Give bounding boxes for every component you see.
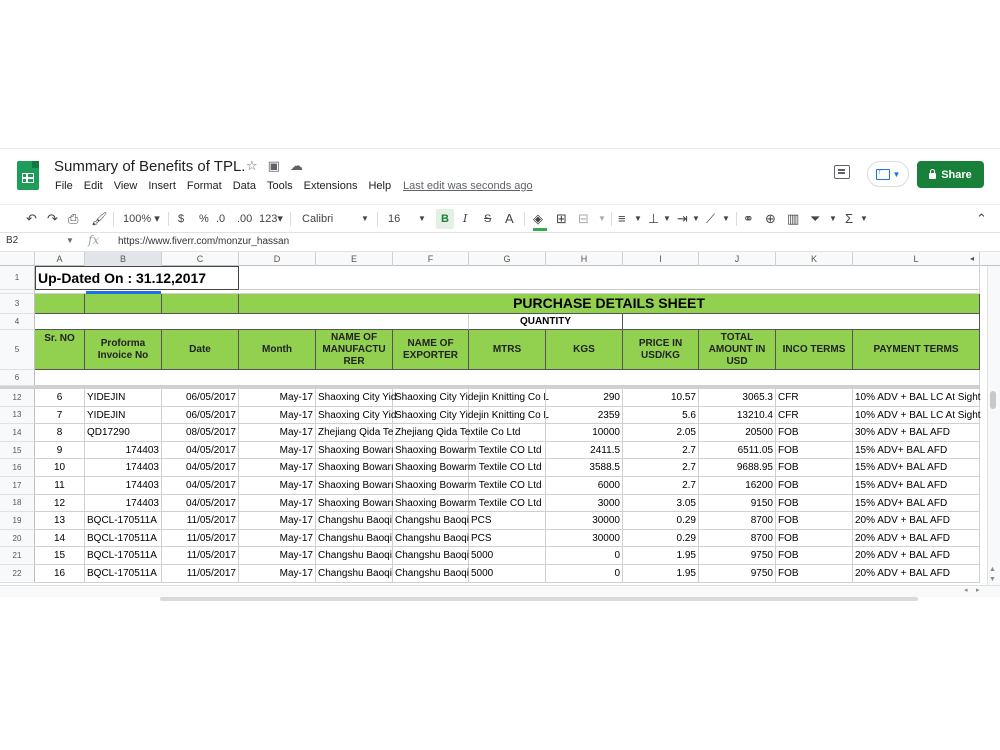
merge-cells-icon[interactable]: ⊟ [578, 211, 589, 226]
cell-proforma[interactable]: BQCL-170511A [85, 530, 162, 548]
cell-month[interactable]: May-17 [239, 389, 316, 407]
cell-payment[interactable]: 20% ADV + BAL AFD [853, 512, 980, 530]
row-header[interactable]: 16 [0, 459, 35, 477]
app-header [0, 149, 1000, 201]
font-size-select[interactable]: 16 [388, 213, 401, 225]
cell-kgs[interactable]: 30000 [546, 512, 623, 530]
cell-date[interactable]: 11/05/2017 [162, 530, 239, 548]
cell-exporter[interactable]: Shaoxing Bowarm Textile CO Ltd [393, 442, 469, 460]
cell-manufacturer[interactable]: Shaoxing City Yid [316, 389, 393, 407]
cell-mtrs[interactable] [469, 477, 546, 495]
cell-proforma[interactable]: 174403 [85, 459, 162, 477]
cell-inco[interactable]: FOB [776, 565, 853, 583]
column-header-bar [0, 252, 1000, 266]
horizontal-scroll-thumb[interactable] [160, 597, 918, 601]
cell-date[interactable]: 04/05/2017 [162, 495, 239, 513]
zoom-select[interactable]: 100% ▾ [123, 213, 160, 225]
borders-icon[interactable]: ⊞ [556, 211, 567, 226]
cell-proforma[interactable]: QD17290 [85, 424, 162, 442]
cell-payment[interactable]: 20% ADV + BAL AFD [853, 565, 980, 583]
empty-cell[interactable] [35, 314, 469, 330]
row-header[interactable]: 22 [0, 565, 35, 583]
header-sr-no[interactable]: Sr. NO [35, 330, 85, 370]
quantity-group-header[interactable]: QUANTITY [469, 314, 623, 330]
cell-manufacturer[interactable]: Shaoxing City Yid [316, 407, 393, 425]
row-header[interactable]: 6 [0, 370, 35, 386]
cell-payment[interactable]: 30% ADV + BAL AFD [853, 424, 980, 442]
cell-sr-no[interactable]: 6 [35, 389, 85, 407]
cell-inco[interactable]: CFR [776, 389, 853, 407]
cell-date[interactable]: 06/05/2017 [162, 389, 239, 407]
cell-date[interactable]: 04/05/2017 [162, 442, 239, 460]
row-header[interactable]: 18 [0, 495, 35, 513]
cell-inco[interactable]: FOB [776, 530, 853, 548]
cell-mtrs[interactable]: PCS [469, 512, 546, 530]
present-icon [876, 169, 890, 180]
header-total-amount[interactable]: TOTAL AMOUNT IN USD [699, 330, 776, 370]
vertical-align-icon[interactable]: ⊥ [648, 211, 660, 226]
cell-sr-no[interactable]: 12 [35, 495, 85, 513]
toolbar-divider [736, 212, 737, 226]
row-header[interactable]: 14 [0, 424, 35, 442]
cell-date[interactable]: 04/05/2017 [162, 477, 239, 495]
horizontal-align-icon[interactable]: ≡ [618, 211, 626, 226]
chevron-down-icon[interactable]: ▼ [66, 236, 74, 245]
text-rotation-icon[interactable]: ⟋ [706, 211, 716, 226]
menu-help[interactable]: Help [368, 180, 392, 192]
header-month[interactable]: Month [239, 330, 316, 370]
cell-manufacturer[interactable]: Changshu Baoqi [316, 565, 393, 583]
cell-proforma[interactable]: 174403 [85, 477, 162, 495]
document-title[interactable]: Summary of Benefits of TPL. [54, 158, 246, 175]
title-icons [246, 158, 303, 174]
fx-icon: fx [88, 233, 100, 247]
cell-inco[interactable]: FOB [776, 442, 853, 460]
empty-cell[interactable] [239, 266, 980, 290]
cell-payment[interactable]: 15% ADV+ BAL AFD [853, 442, 980, 460]
cell-mtrs[interactable]: PCS [469, 530, 546, 548]
cell-sr-no[interactable]: 9 [35, 442, 85, 460]
header-fill-cell[interactable] [35, 294, 85, 314]
menu-tools[interactable]: Tools [266, 180, 293, 192]
strikethrough-button[interactable]: S [484, 213, 492, 225]
menu-extensions[interactable]: Extensions [303, 180, 358, 192]
cell-date[interactable]: 06/05/2017 [162, 407, 239, 425]
cell-manufacturer[interactable]: Changshu Baoqi [316, 547, 393, 565]
vertical-scrollbar[interactable] [987, 266, 1000, 591]
chevron-down-icon: ▼ [892, 169, 901, 179]
fill-color-swatch [533, 228, 547, 231]
zoom-value: 100% [123, 213, 152, 225]
row-header[interactable]: 21 [0, 547, 35, 565]
row-header[interactable]: 15 [0, 442, 35, 460]
toolbar-divider [524, 212, 525, 226]
row-header[interactable]: 1 [0, 266, 35, 290]
cell-month[interactable]: May-17 [239, 442, 316, 460]
header-fill-cell[interactable] [162, 294, 239, 314]
row-header[interactable]: 3 [0, 294, 35, 314]
cell-payment[interactable]: 15% ADV+ BAL AFD [853, 495, 980, 513]
cell-mtrs[interactable]: 5000 [469, 547, 546, 565]
insert-link-icon[interactable]: ⚭ [743, 211, 754, 226]
chevron-down-icon[interactable]: ▼ [722, 214, 730, 223]
cell-sr-no[interactable]: 7 [35, 407, 85, 425]
cell-price[interactable]: 1.95 [623, 547, 699, 565]
cell-exporter[interactable]: Shaoxing Bowarm Textile CO Ltd [393, 477, 469, 495]
cell-total[interactable]: 8700 [699, 512, 776, 530]
cell-exporter[interactable]: Shaoxing Bowarm Textile CO Ltd [393, 459, 469, 477]
header-fill-cell[interactable] [85, 294, 162, 314]
cell-price[interactable]: 10.57 [623, 389, 699, 407]
cell-price[interactable]: 2.05 [623, 424, 699, 442]
cell-price[interactable]: 0.29 [623, 530, 699, 548]
cell-month[interactable]: May-17 [239, 407, 316, 425]
toolbar-divider [611, 212, 612, 226]
cell-price[interactable]: 2.7 [623, 459, 699, 477]
select-all-corner[interactable] [0, 252, 35, 266]
menu-view[interactable]: View [113, 180, 138, 192]
menu-format[interactable]: Format [186, 180, 222, 192]
cell-proforma[interactable]: BQCL-170511A [85, 565, 162, 583]
cell-month[interactable]: May-17 [239, 424, 316, 442]
row-header[interactable]: 19 [0, 512, 35, 530]
star-icon[interactable]: ☆ [246, 158, 258, 173]
toolbar-divider [113, 212, 114, 226]
cell-inco[interactable]: FOB [776, 512, 853, 530]
cell-inco[interactable]: FOB [776, 424, 853, 442]
insert-chart-icon[interactable]: ▥ [787, 211, 800, 226]
column-header-d[interactable]: D [239, 252, 316, 266]
cell-total[interactable]: 9150 [699, 495, 776, 513]
cell-inco[interactable]: FOB [776, 477, 853, 495]
cell-month[interactable]: May-17 [239, 477, 316, 495]
cell-sr-no[interactable]: 14 [35, 530, 85, 548]
menu-insert[interactable]: Insert [148, 180, 176, 192]
cell-date[interactable]: 11/05/2017 [162, 547, 239, 565]
formula-bar [0, 232, 1000, 252]
column-header-b[interactable]: B [85, 252, 162, 266]
paint-format-icon[interactable]: 🖌 [91, 211, 108, 226]
cell-date[interactable]: 11/05/2017 [162, 565, 239, 583]
cell-manufacturer[interactable]: Changshu Baoqi [316, 512, 393, 530]
cell-kgs[interactable]: 0 [546, 547, 623, 565]
updated-date-cell[interactable]: Up-Dated On : 31.12,2017 [35, 266, 239, 290]
cell-total[interactable]: 9750 [699, 547, 776, 565]
cell-total[interactable]: 8700 [699, 530, 776, 548]
present-button[interactable] [867, 161, 909, 187]
cell-price[interactable]: 2.7 [623, 442, 699, 460]
cell-mtrs[interactable] [469, 459, 546, 477]
horizontal-scrollbar[interactable] [0, 585, 1000, 597]
header-mtrs[interactable]: MTRS [469, 330, 546, 370]
chevron-left-icon[interactable]: ◂ [970, 254, 975, 263]
redo-icon[interactable]: ↷ [47, 211, 58, 226]
menu-bar [54, 180, 392, 192]
header-inco-terms[interactable]: INCO TERMS [776, 330, 853, 370]
cell-kgs[interactable]: 3588.5 [546, 459, 623, 477]
cell-payment[interactable]: 10% ADV + BAL LC At Sight [853, 407, 980, 425]
cell-total[interactable]: 9750 [699, 565, 776, 583]
cell-total[interactable]: 16200 [699, 477, 776, 495]
spreadsheet-app [0, 148, 1000, 600]
cell-kgs[interactable]: 6000 [546, 477, 623, 495]
cell-mtrs[interactable] [469, 442, 546, 460]
chevron-down-icon[interactable]: ▼ [634, 214, 642, 223]
cell-inco[interactable]: CFR [776, 407, 853, 425]
cell-manufacturer[interactable]: Shaoxing Bowarı [316, 442, 393, 460]
chevron-down-icon[interactable]: ▼ [829, 214, 837, 223]
column-header-k[interactable]: K [776, 252, 853, 266]
cell-date[interactable]: 08/05/2017 [162, 424, 239, 442]
cell-proforma[interactable]: YIDEJIN [85, 407, 162, 425]
cell-kgs[interactable]: 2359 [546, 407, 623, 425]
cell-month[interactable]: May-17 [239, 547, 316, 565]
text-color-button[interactable]: A [505, 211, 514, 226]
last-edit-link[interactable]: Last edit was seconds ago [403, 180, 533, 192]
cell-total[interactable]: 6511.05 [699, 442, 776, 460]
increase-decimal-button[interactable]: .00 [237, 213, 253, 225]
cell-total[interactable]: 13210.4 [699, 407, 776, 425]
formula-input[interactable]: https://www.fiverr.com/monzur_hassan [118, 236, 290, 247]
cell-date[interactable]: 11/05/2017 [162, 512, 239, 530]
cell-kgs[interactable]: 2411.5 [546, 442, 623, 460]
cell-manufacturer[interactable]: Changshu Baoqi [316, 530, 393, 548]
cell-mtrs[interactable] [469, 407, 546, 425]
menu-edit[interactable]: Edit [83, 180, 103, 192]
comment-history-icon[interactable] [834, 165, 850, 179]
header-kgs[interactable]: KGS [546, 330, 623, 370]
column-header-i[interactable]: I [623, 252, 699, 266]
column-header-a[interactable]: A [35, 252, 85, 266]
chevron-down-icon[interactable]: ▼ [860, 214, 868, 223]
cell-exporter[interactable]: Changshu Baoqi [393, 512, 469, 530]
chevron-down-icon[interactable]: ▼ [663, 214, 671, 223]
functions-button[interactable]: Σ [845, 211, 854, 226]
cell-proforma[interactable]: BQCL-170511A [85, 547, 162, 565]
cell-sr-no[interactable]: 13 [35, 512, 85, 530]
row-header[interactable]: 12 [0, 389, 35, 407]
row-header[interactable]: 4 [0, 314, 35, 330]
cell-mtrs[interactable] [469, 389, 546, 407]
cell-proforma[interactable]: BQCL-170511A [85, 512, 162, 530]
cell-kgs[interactable]: 10000 [546, 424, 623, 442]
chevron-down-icon[interactable]: ▼ [418, 214, 426, 223]
cell-month[interactable]: May-17 [239, 530, 316, 548]
cell-total[interactable]: 3065.3 [699, 389, 776, 407]
cell-exporter[interactable]: Shaoxing City Yidejin Knitting Co L [393, 407, 469, 425]
header-exporter[interactable]: NAME OF EXPORTER [393, 330, 469, 370]
cell-manufacturer[interactable]: Zhejiang Qida Te [316, 424, 393, 442]
cell-inco[interactable]: FOB [776, 495, 853, 513]
decrease-decimal-button[interactable]: .0 [216, 213, 226, 225]
toolbar [0, 204, 1000, 232]
cell-kgs[interactable]: 290 [546, 389, 623, 407]
cell-exporter[interactable]: Zhejiang Qida Textile Co Ltd [393, 424, 469, 442]
column-header-e[interactable]: E [316, 252, 393, 266]
cell-manufacturer[interactable]: Shaoxing Bowarı [316, 495, 393, 513]
font-family-select[interactable]: Calibri [302, 213, 334, 225]
cell-payment[interactable]: 20% ADV + BAL AFD [853, 530, 980, 548]
text-wrap-icon[interactable]: ⇥ [677, 211, 688, 226]
column-header-c[interactable]: C [162, 252, 239, 266]
filter-icon[interactable]: ⏷ [810, 211, 821, 226]
bold-button[interactable]: B [441, 213, 449, 225]
header-price[interactable]: PRICE IN USD/KG [623, 330, 699, 370]
undo-icon[interactable]: ↶ [26, 211, 37, 226]
cell-total[interactable]: 9688.95 [699, 459, 776, 477]
cell-mtrs[interactable]: 5000 [469, 565, 546, 583]
header-manufacturer[interactable]: NAME OF MANUFACTU RER [316, 330, 393, 370]
more-formats-button[interactable]: 123▾ [259, 213, 283, 225]
header-payment-terms[interactable]: PAYMENT TERMS [853, 330, 980, 370]
cell-proforma[interactable]: YIDEJIN [85, 389, 162, 407]
cell-payment[interactable]: 15% ADV+ BAL AFD [853, 477, 980, 495]
move-folder-icon[interactable]: ▣ [267, 158, 280, 173]
column-header-l[interactable]: L [853, 252, 980, 266]
print-icon[interactable]: ⎙ [68, 211, 79, 226]
cell-price[interactable]: 5.6 [623, 407, 699, 425]
cell-sr-no[interactable]: 8 [35, 424, 85, 442]
share-button[interactable] [917, 161, 984, 188]
insert-comment-icon[interactable]: ⊕ [765, 211, 776, 226]
row-header[interactable]: 5 [0, 330, 35, 370]
share-label: Share [941, 168, 972, 181]
row-header[interactable]: 17 [0, 477, 35, 495]
cell-sr-no[interactable]: 11 [35, 477, 85, 495]
scroll-up-arrow-icon[interactable]: ▲ [989, 566, 996, 573]
column-header-f[interactable]: F [393, 252, 469, 266]
cell-total[interactable]: 20500 [699, 424, 776, 442]
cell-kgs[interactable]: 0 [546, 565, 623, 583]
cell-exporter[interactable]: Changshu Baoqi [393, 565, 469, 583]
row-header[interactable]: 13 [0, 407, 35, 425]
chevron-down-icon[interactable]: ▼ [598, 214, 606, 223]
cell-payment[interactable]: 10% ADV + BAL LC At Sight [853, 389, 980, 407]
cell-manufacturer[interactable]: Shaoxing Bowarı [316, 477, 393, 495]
collapse-toolbar-icon[interactable]: ⌃ [976, 211, 987, 226]
cell-exporter[interactable]: Changshu Baoqi [393, 530, 469, 548]
more-formats-label: 123 [259, 213, 278, 225]
italic-button[interactable]: I [463, 212, 468, 225]
cell-sr-no[interactable]: 16 [35, 565, 85, 583]
cell-month[interactable]: May-17 [239, 565, 316, 583]
cell-inco[interactable]: FOB [776, 547, 853, 565]
cell-proforma[interactable]: 174403 [85, 495, 162, 513]
cell-mtrs[interactable] [469, 495, 546, 513]
column-header-j[interactable]: J [699, 252, 776, 266]
cell-mtrs[interactable] [469, 424, 546, 442]
cell-sr-no[interactable]: 15 [35, 547, 85, 565]
cell-exporter[interactable]: Shaoxing Bowarm Textile CO Ltd [393, 495, 469, 513]
cell-payment[interactable]: 15% ADV+ BAL AFD [853, 459, 980, 477]
cell-inco[interactable]: FOB [776, 459, 853, 477]
sheets-logo-icon[interactable] [17, 161, 39, 190]
cell-kgs[interactable]: 3000 [546, 495, 623, 513]
cell-price[interactable]: 1.95 [623, 565, 699, 583]
cloud-status-icon[interactable]: ☁ [289, 158, 303, 173]
scroll-right-arrow-icon[interactable]: ▸ [976, 587, 980, 594]
cell-sr-no[interactable]: 10 [35, 459, 85, 477]
cell-date[interactable]: 04/05/2017 [162, 459, 239, 477]
toolbar-divider [290, 212, 291, 226]
header-proforma-invoice[interactable]: Proforma Invoice No [85, 330, 162, 370]
column-header-h[interactable]: H [546, 252, 623, 266]
header-date[interactable]: Date [162, 330, 239, 370]
cell-exporter[interactable]: Shaoxing City Yidejin Knitting Co L [393, 389, 469, 407]
cell-price[interactable]: 3.05 [623, 495, 699, 513]
currency-format-button[interactable]: $ [178, 213, 185, 225]
scroll-left-arrow-icon[interactable]: ◂ [964, 587, 968, 594]
cell-proforma[interactable]: 174403 [85, 442, 162, 460]
lock-icon [929, 173, 936, 179]
row-header[interactable]: 20 [0, 530, 35, 548]
menu-data[interactable]: Data [232, 180, 256, 192]
vertical-scroll-thumb[interactable] [990, 391, 996, 409]
cell-exporter[interactable]: Changshu Baoqi [393, 547, 469, 565]
scroll-down-arrow-icon[interactable]: ▼ [989, 576, 996, 583]
chevron-down-icon[interactable]: ▼ [361, 214, 369, 223]
cell-payment[interactable]: 20% ADV + BAL AFD [853, 547, 980, 565]
toolbar-divider [168, 212, 169, 226]
cell-month[interactable]: May-17 [239, 512, 316, 530]
cell-month[interactable]: May-17 [239, 495, 316, 513]
empty-cell[interactable] [623, 314, 980, 330]
cell-price[interactable]: 2.7 [623, 477, 699, 495]
percent-format-button[interactable]: % [199, 213, 209, 225]
cell-kgs[interactable]: 30000 [546, 530, 623, 548]
sheet-banner[interactable]: PURCHASE DETAILS SHEET [239, 294, 980, 314]
empty-row[interactable] [35, 370, 980, 386]
chevron-down-icon[interactable]: ▼ [692, 214, 700, 223]
menu-file[interactable]: File [55, 180, 73, 192]
fill-color-icon[interactable]: ◈ [533, 211, 543, 226]
toolbar-divider [377, 212, 378, 226]
cell-month[interactable]: May-17 [239, 459, 316, 477]
cell-manufacturer[interactable]: Shaoxing Bowarı [316, 459, 393, 477]
cell-price[interactable]: 0.29 [623, 512, 699, 530]
column-header-g[interactable]: G [469, 252, 546, 266]
name-box[interactable]: B2 [6, 235, 19, 246]
